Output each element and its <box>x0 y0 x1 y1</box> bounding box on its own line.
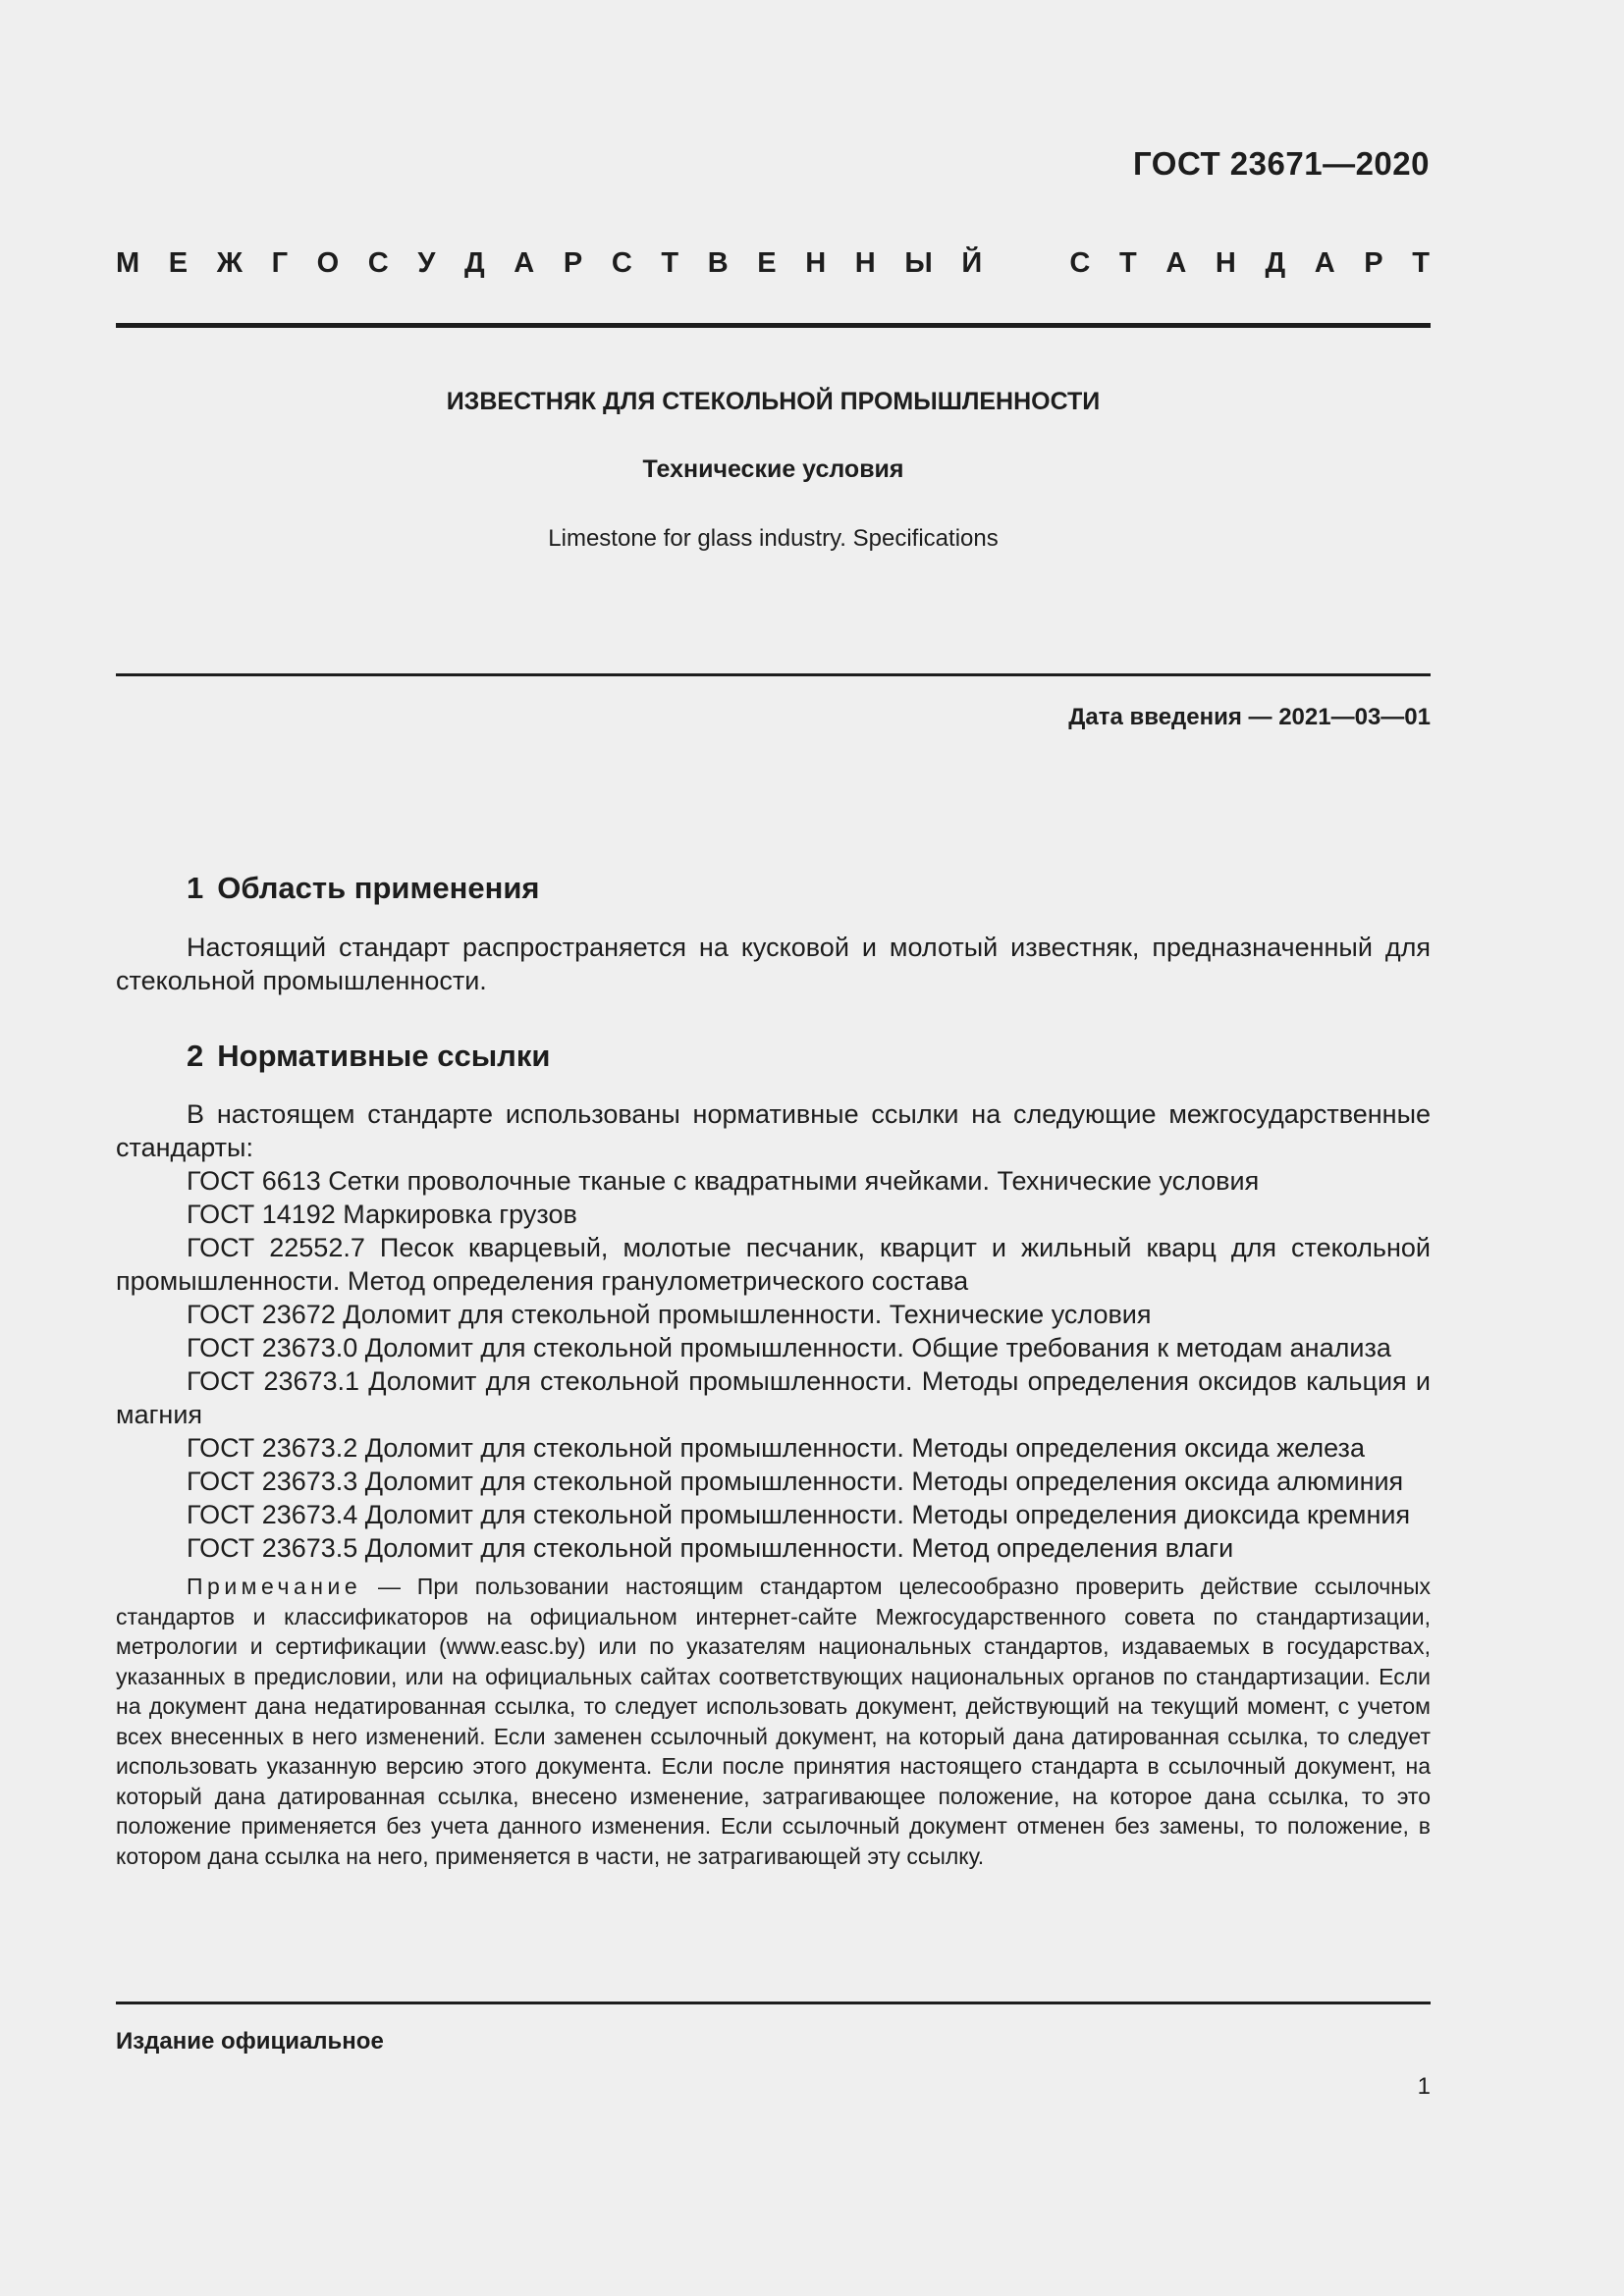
section-1-heading <box>187 871 540 906</box>
heading-letter: А <box>514 247 535 279</box>
reference-item: ГОСТ 23673.3 Доломит для стекольной промышленности. Методы определения оксида алюминия <box>187 1467 1404 1496</box>
heading-letter: С <box>367 247 389 279</box>
heading-letter: Р <box>1364 247 1383 279</box>
reference-item: ГОСТ 23672 Доломит для стекольной промышленности. Технические условия <box>187 1300 1152 1329</box>
heading-letter: А <box>1165 247 1187 279</box>
section-2-body <box>116 1097 1431 1565</box>
reference-item: ГОСТ 23673.1 Доломит для стекольной промышленности. Методы определения оксидов кальция и магния <box>116 1366 1431 1429</box>
heading-letter: Р <box>563 247 583 279</box>
section-title: Область применения <box>217 871 540 905</box>
heading-letter: Н <box>1215 247 1236 279</box>
section-1-body <box>116 931 1431 997</box>
heading-letter: Е <box>168 247 189 279</box>
document-title: ИЗВЕСТНЯК ДЛЯ СТЕКОЛЬНОЙ ПРОМЫШЛЕННОСТИ <box>446 388 1101 415</box>
heading-letter: У <box>417 247 436 279</box>
heading-letter: М <box>116 247 140 279</box>
reference-item: ГОСТ 14192 Маркировка грузов <box>187 1200 577 1229</box>
section-number: 1 <box>187 871 204 905</box>
heading-letter: Д <box>464 247 485 279</box>
page-number: 1 <box>1417 2073 1431 2100</box>
introduction-date: Дата введения — 2021—03—01 <box>1068 704 1431 730</box>
title-divider <box>116 673 1431 676</box>
top-divider <box>116 323 1431 328</box>
note-paragraph <box>116 1572 1431 1871</box>
reference-item: ГОСТ 22552.7 Песок кварцевый, молотые песчаник, кварцит и жильный кварц для стекольной промышленности. Метод определения гранулометрического состава <box>116 1233 1431 1296</box>
heading-letter: Д <box>1265 247 1286 279</box>
footer-divider <box>116 2002 1431 2004</box>
heading-letter: С <box>1069 247 1091 279</box>
paragraph: В настоящем стандарте использованы нормативные ссылки на следующие межгосударственные стандарты: <box>116 1099 1431 1162</box>
note-label: Примечание <box>187 1574 362 1599</box>
heading-letter: Т <box>1412 247 1430 279</box>
heading-letter: Т <box>661 247 679 279</box>
heading-letter: В <box>707 247 729 279</box>
standard-code: ГОСТ 23671—2020 <box>1133 145 1430 182</box>
document-subtitle: Технические условия <box>642 455 904 483</box>
edition-label: Издание официальное <box>116 2028 384 2055</box>
english-title: Limestone for glass industry. Specifications <box>548 525 999 552</box>
heading-letter: А <box>1314 247 1335 279</box>
heading-letter: Й <box>961 247 983 279</box>
heading-letter: О <box>316 247 340 279</box>
heading-letter: Ы <box>904 247 933 279</box>
reference-item: ГОСТ 6613 Сетки проволочные тканые с квадратными ячейками. Технические условия <box>187 1166 1260 1196</box>
heading-letter: Т <box>1118 247 1137 279</box>
section-number: 2 <box>187 1039 204 1073</box>
heading-letter: С <box>611 247 632 279</box>
heading-letter: Г <box>271 247 289 279</box>
section-title: Нормативные ссылки <box>217 1039 551 1073</box>
reference-item: ГОСТ 23673.2 Доломит для стекольной промышленности. Методы определения оксида железа <box>187 1433 1365 1463</box>
note-text: — При пользовании настоящим стандартом целесообразно проверить действие ссылочных стандартов и классификаторов на официальном интернет-сайте Межгосударственного совета по стандартизации, метрологии и сертификации (www.easc.by) или по указателям национальных стандартов, издаваемых в государствах, указанных в предисловии, или на официальных сайтах соответствующих национальных органов по стандартизации. Если на документ дана недатированная ссылка, то следует использовать документ, действующий на текущий момент, с учетом всех внесенных в него изменений. Если заменен ссылочный документ, на который дана датированная ссылка, то следует использовать указанную версию этого документа. Если после принятия настоящего стандарта в ссылочный документ, на который дана датированная ссылка, внесено изменение, затрагивающее положение, на которое дана ссылка, то это положение применяется без учета данного изменения. Если ссылочный документ отменен без замены, то положение, в котором дана ссылка на него, применяется в части, не затрагивающей эту ссылку. <box>116 1574 1431 1869</box>
interstate-standard-heading <box>116 247 1430 280</box>
heading-letter: Ж <box>216 247 243 279</box>
reference-item: ГОСТ 23673.5 Доломит для стекольной промышленности. Метод определения влаги <box>187 1533 1234 1563</box>
references-note <box>116 1572 1431 1871</box>
word-gap <box>1011 247 1041 280</box>
section-2-heading <box>187 1039 550 1074</box>
heading-letter: Н <box>805 247 827 279</box>
paragraph: Настоящий стандарт распространяется на кусковой и молотый известняк, предназначенный для стекольной промышленности. <box>116 933 1431 995</box>
reference-item: ГОСТ 23673.4 Доломит для стекольной промышленности. Методы определения диоксида кремния <box>187 1500 1411 1529</box>
reference-item: ГОСТ 23673.0 Доломит для стекольной промышленности. Общие требования к методам анализа <box>187 1333 1391 1362</box>
heading-letter: Е <box>757 247 777 279</box>
heading-letter: Н <box>854 247 876 279</box>
